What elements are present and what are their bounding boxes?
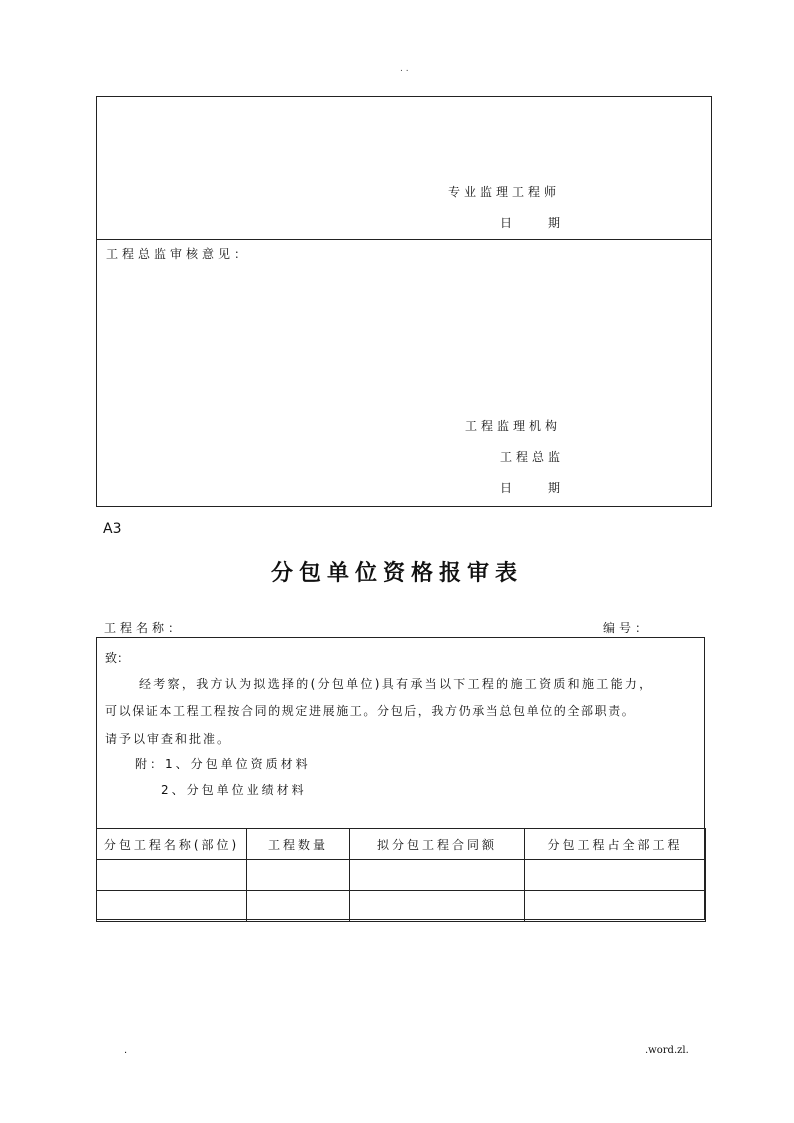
table-cell[interactable] [97,891,247,922]
subcontract-table [96,828,706,922]
chief-engineer-label: 工程总监 [500,450,565,464]
header-quantity: 工程数量 [247,829,350,860]
table-cell[interactable] [97,860,247,891]
table-cell[interactable] [350,891,525,922]
body-line-1: 经考察，我方认为拟选择的(分包单位)具有承当以下工程的施工资质和施工能力， [139,677,654,691]
header-percentage: 分包工程占全部工程 [525,829,706,860]
specialty-engineer-label: 专业监理工程师 [448,185,561,199]
form-title: 分包单位资格报审表 [270,560,523,586]
table-row [97,891,706,922]
attachment-2: 2、分包单位业绩材料 [161,783,307,797]
body-line-3: 请予以审查和批准。 [105,732,232,746]
table-header-row [97,829,706,860]
footer-right-mark: .word.zl. [645,1045,689,1056]
chief-opinion-label: 工程总监审核意见： [106,247,251,261]
body-line-2: 可以保证本工程工程按合同的规定进展施工。分包后，我方仍承当总包单位的全部职责。 [105,704,636,718]
table-cell[interactable] [525,891,706,922]
header-contract-amount: 拟分包工程合同额 [350,829,525,860]
header-subcontract-name: 分包工程名称(部位) [97,829,247,860]
footer-left-mark: . [124,1045,128,1056]
supervision-org-label: 工程监理机构 [465,419,562,433]
page-header-mark: . . [400,64,409,74]
project-name-label: 工程名称： [104,621,185,635]
table-row [97,860,706,891]
date-label: 日 期 [500,216,565,230]
table-cell[interactable] [247,860,350,891]
date-label: 日 期 [500,481,565,495]
table-cell[interactable] [525,860,706,891]
attachment-1: 附：1、分包单位资质材料 [135,757,311,771]
box-divider [97,239,711,240]
form-code: A3 [103,521,122,537]
review-box [96,96,712,507]
table-cell[interactable] [247,891,350,922]
application-box [96,637,705,920]
number-label: 编号： [603,621,652,635]
to-label: 致： [105,651,130,665]
table-cell[interactable] [350,860,525,891]
